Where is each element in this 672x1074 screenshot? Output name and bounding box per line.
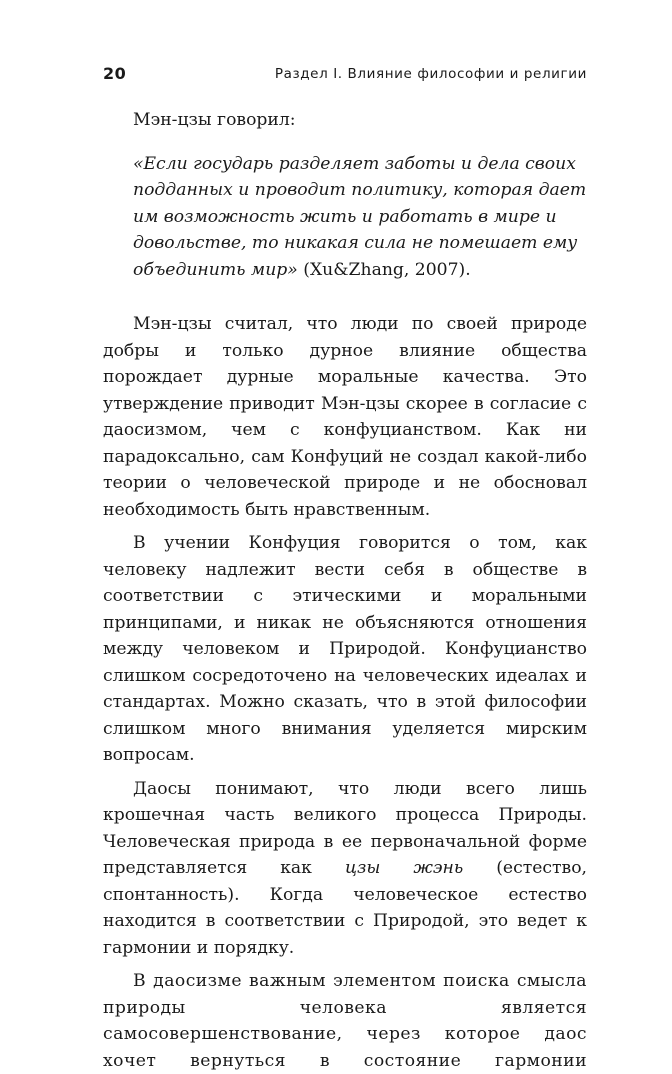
term-italic: цзы жэнь bbox=[344, 858, 464, 878]
block-quote bbox=[133, 151, 587, 284]
paragraph: В учении Конфуция говорится о том, как человеку надлежит вести себя в обществе в соответствии с этическими и моральными принципами, и никак не объясняются отношения между человеком и Природой. Конфуцианство слишком сосредоточено на человеческих идеалах и стандартах. Можно сказать, что в этой философии слишком много внимания уделяется мирским вопросам. bbox=[103, 533, 587, 765]
paragraph: В даосизме важным элементом поиска смысла природы человека является самосовершенствование, через которое даос хочет вернуться в состояние гармонии bbox=[103, 971, 587, 1071]
paragraph: Мэн-цзы считал, что люди по своей природе добры и только дурное влияние общества порождает дурные моральные качества. Это утверждение приводит Мэн-цзы скорее в согласие с даосизмом, чем с конфуцианством. Как ни парадоксально, сам Конфуций не создал какой-либо теории о человеческой природе и не обосновал необходимость быть нравственным. bbox=[103, 314, 587, 520]
quote-citation: (Xu&Zhang, 2007). bbox=[297, 259, 471, 280]
quote-text: «Если государь разделяет заботы и дела своих подданных и проводит политику, которая дает им возможность жить и работать в мире и довольстве, то никакая сила не помешает ему объединить мир» bbox=[133, 153, 587, 280]
quote-intro: Мэн-цзы говорил: bbox=[133, 110, 296, 130]
page-body bbox=[103, 107, 587, 1074]
paragraph-text: Даосы понимают, что люди всего лишь крошечная часть великого процесса Природы. Человеческая природа в ее первоначальной форме представляется как bbox=[103, 778, 587, 878]
page-number: 20 bbox=[103, 64, 127, 83]
paragraph-text: (естество, спонтанность). Когда человеческое естество находится в соответствии с Природой, это ведет к гармонии и порядку. bbox=[103, 858, 588, 958]
paragraph bbox=[103, 776, 587, 962]
page-header bbox=[103, 64, 587, 88]
running-head: Раздел I. Влияние философии и религии bbox=[274, 66, 587, 82]
